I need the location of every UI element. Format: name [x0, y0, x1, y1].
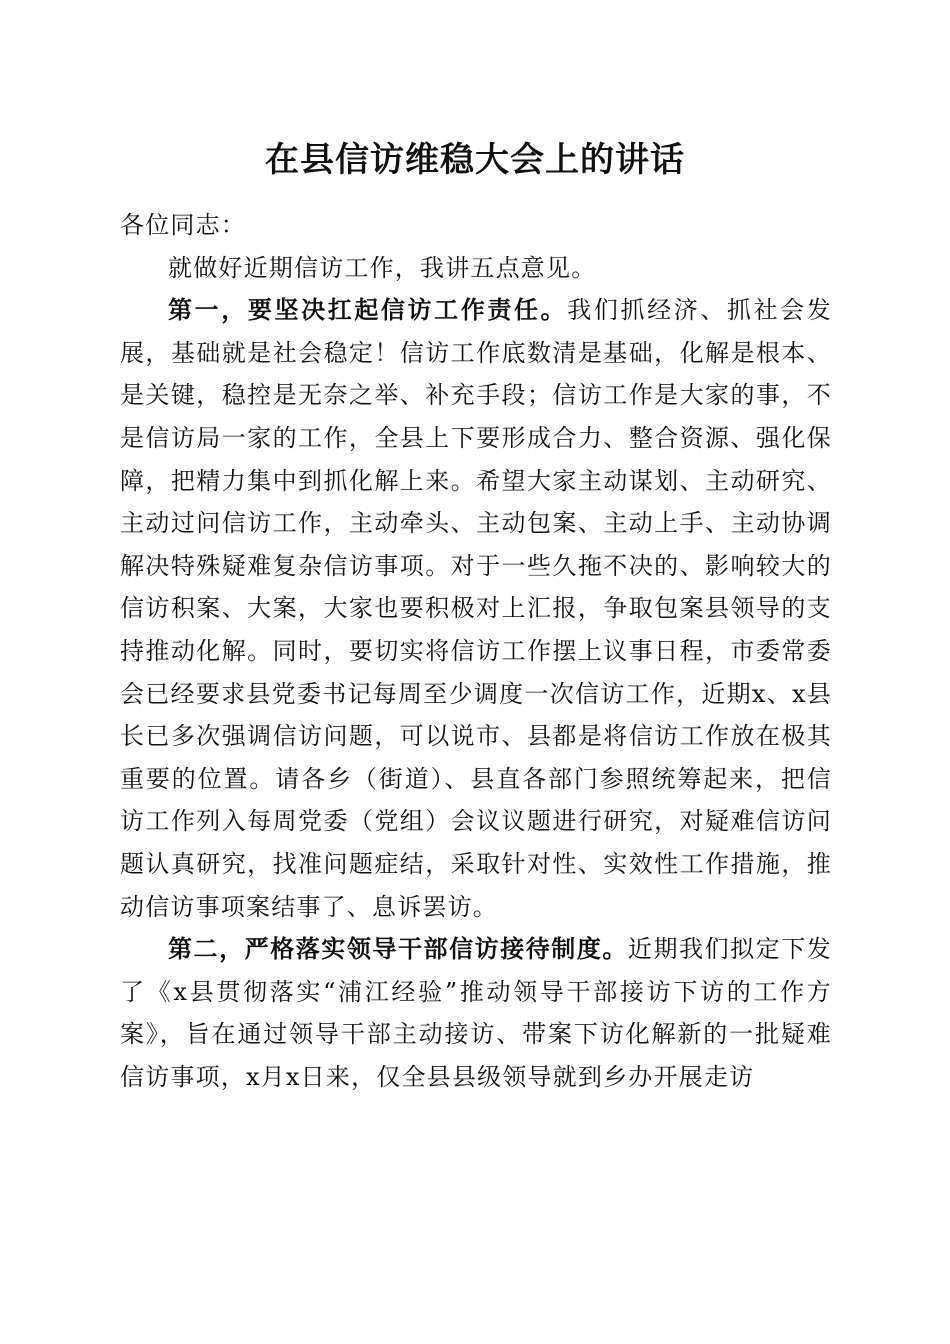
intro-paragraph: 就做好近期信访工作，我讲五点意见。 — [168, 253, 597, 282]
section-paragraph-1 — [120, 289, 832, 928]
section-text-1: 我们抓经济、抓社会发展，基础就是社会稳定！信访工作底数清是基础，化解是根本、是关键，稳控是无奈之举、补充手段；信访工作是大家的事，不是信访局一家的工作，全县上下要形成合力、整合资源、强化保障，把精力集中到抓化解上来。希望大家主动谋划、主动研究、主动过问信访工作，主动牵头、主动包案、主动上手、主动协调解决特殊疑难复杂信访事项。对于一些久拖不决的、影响较大的信访积案、大案，大家也要积极对上汇报，争取包案县领导的支持推动化解。同时，要切实将信访工作摆上议事日程，市委常委会已经要求县党委书记每周至少调度一次信访工作，近期x、x县长已多次强调信访问题，可以说市、县都是将信访工作放在极其重要的位置。请各乡（街道）、县直各部门参照统筹起来，把信访工作列入每周党委（党组）会议议题进行研究，对疑难信访问题认真研究，找准问题症结，采取针对性、实效性工作措施，推动信访事项案结事了、息诉罢访。 — [120, 296, 832, 921]
section-text-2: 近期我们拟定下发了《x县贯彻落实“浦江经验”推动领导干部接访下访的工作方案》，旨在通过领导干部主动接访、带案下访化解新的一批疑难信访事项，x月x日来，仅全县县级领导就到乡办开展走访 — [120, 935, 832, 1091]
section-lead-2: 第二，严格落实领导干部信访接待制度。 — [168, 934, 628, 964]
document-title: 在县信访维稳大会上的讲话 — [265, 140, 685, 180]
document-body — [120, 204, 832, 1098]
section-paragraph-2 — [120, 928, 832, 1098]
section-lead-1: 第一，要坚决扛起信访工作责任。 — [168, 295, 568, 325]
salutation: 各位同志： — [120, 211, 246, 239]
